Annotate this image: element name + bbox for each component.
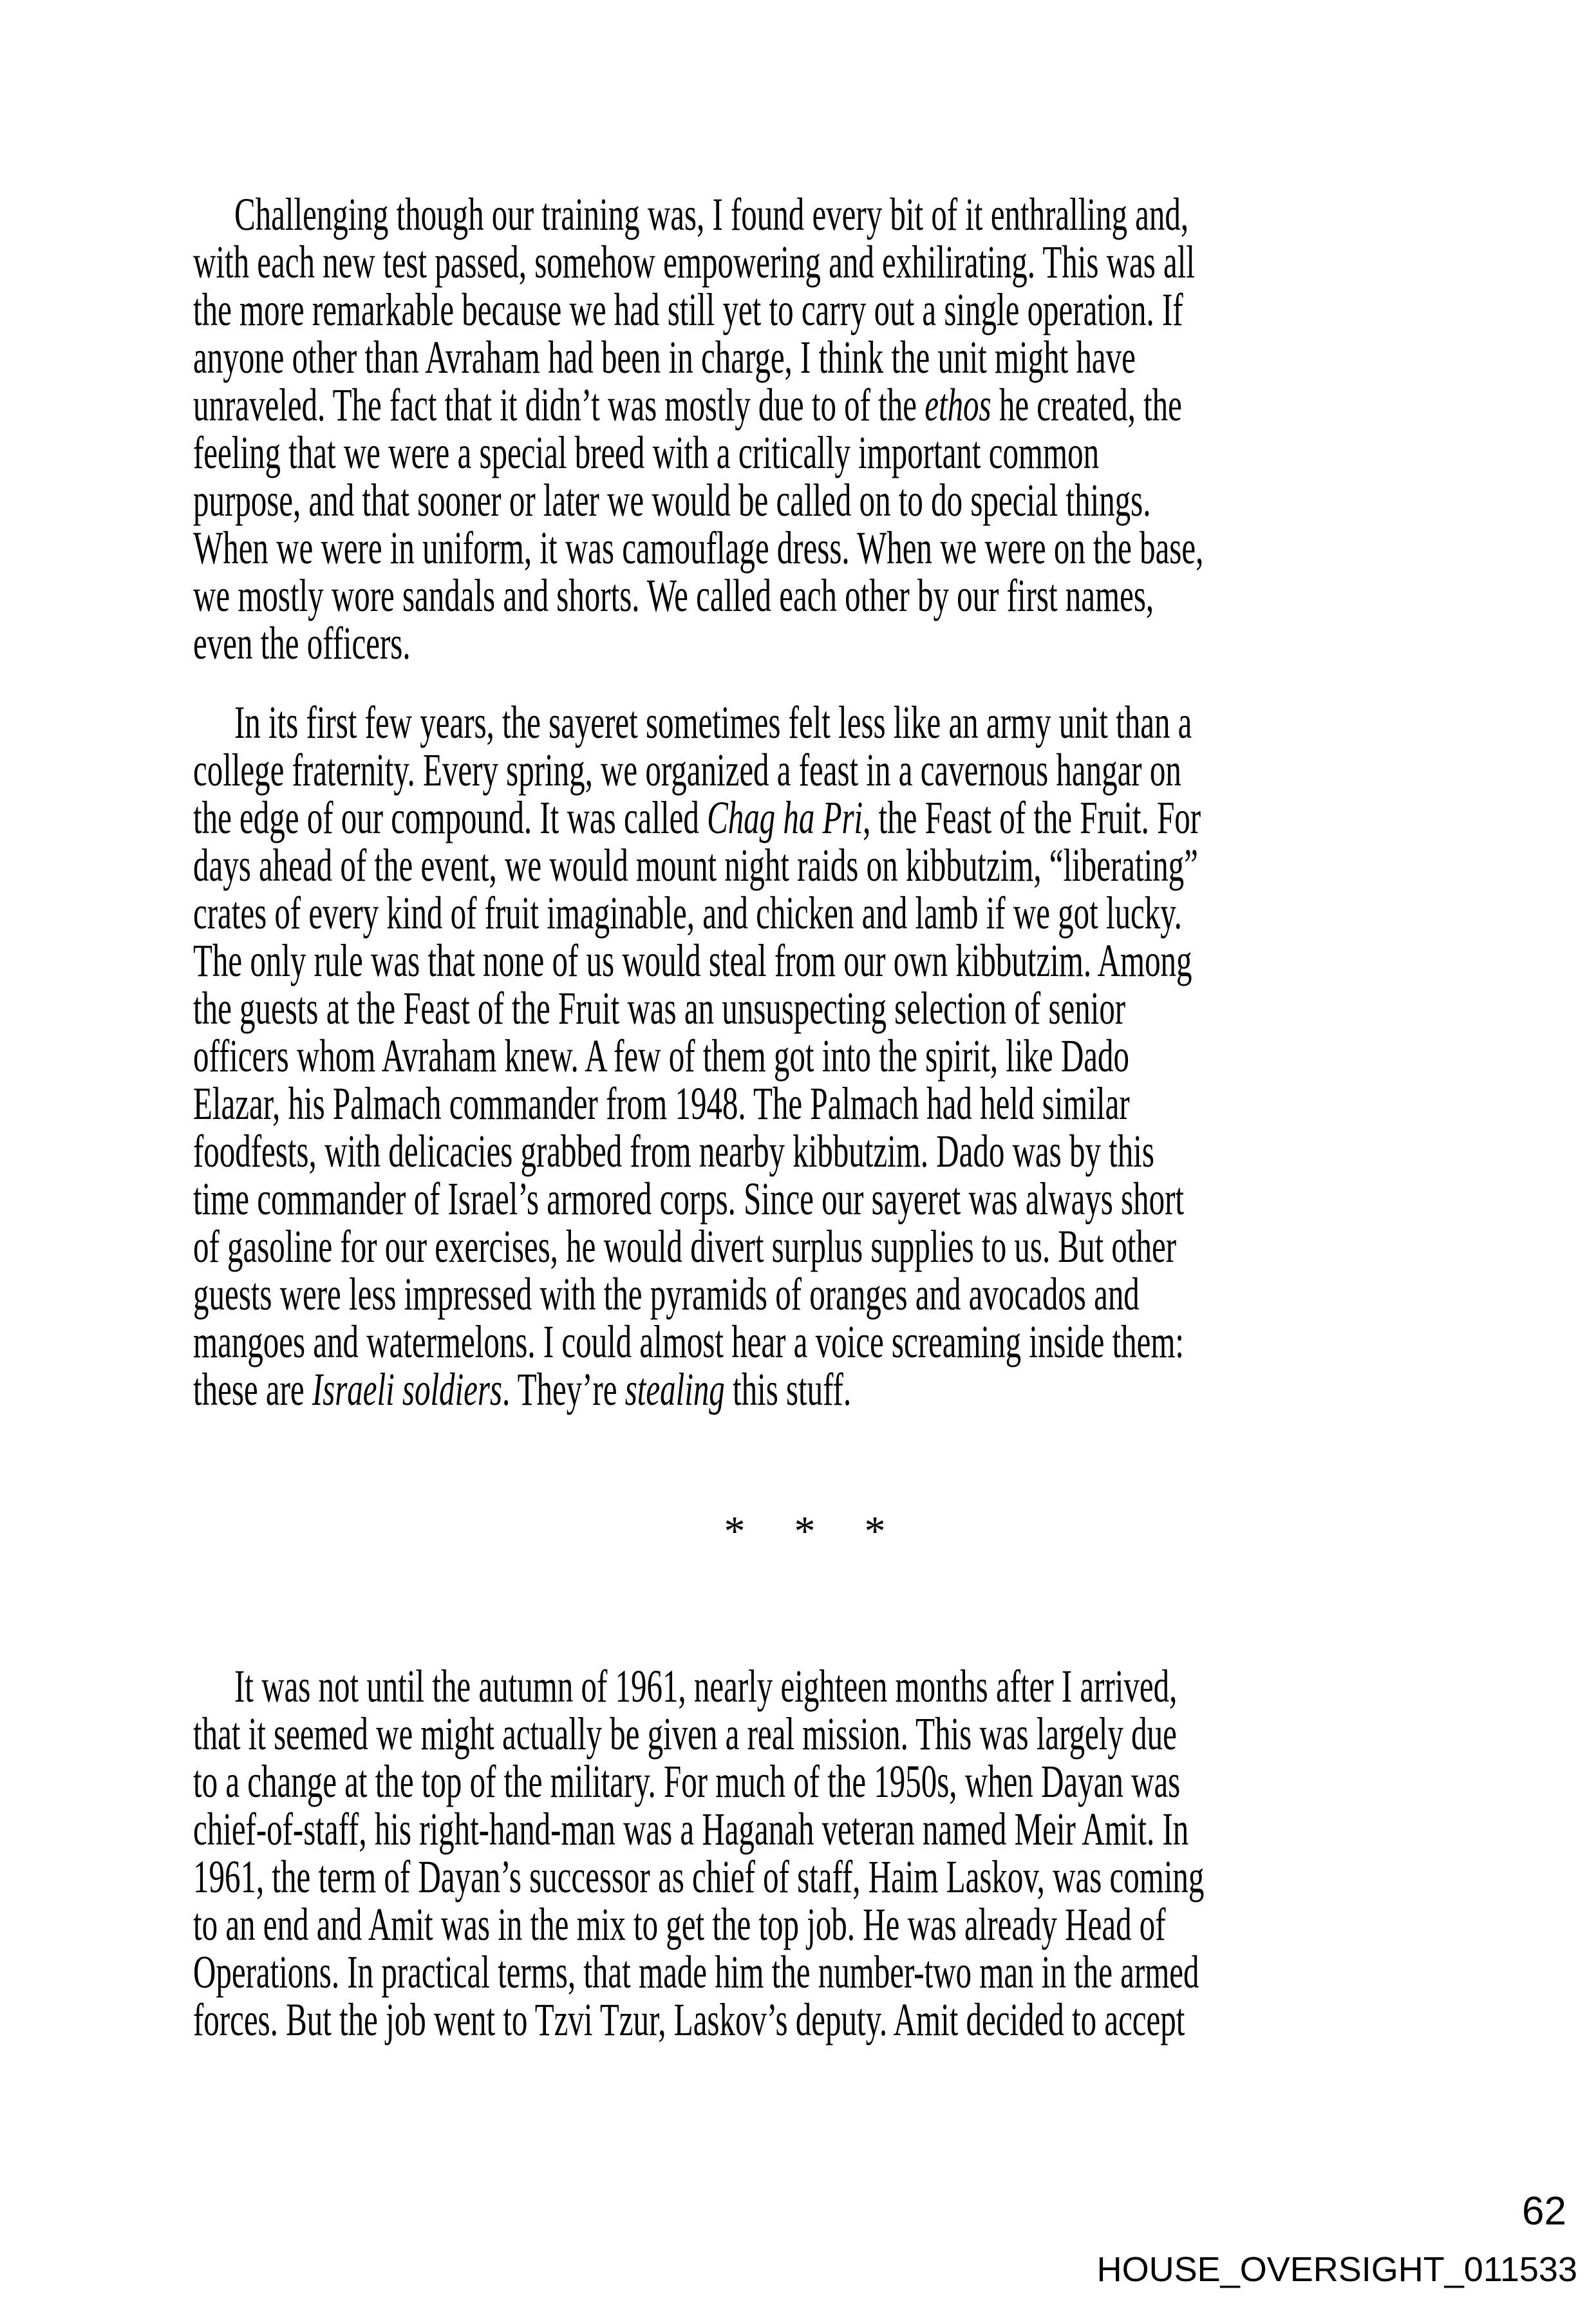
text-line (193, 1268, 1140, 1320)
text-line (193, 570, 1154, 621)
text-line (193, 744, 1181, 796)
text-segment: he created, the (991, 379, 1182, 431)
text-line (193, 332, 1136, 383)
text-line (193, 1030, 1130, 1082)
text-line (193, 1851, 1205, 1903)
text-line (193, 1366, 1025, 1413)
text-segment: of gasoline for our exercises, he would divert surplus supplies to us. But other (193, 1221, 1177, 1272)
text-segment: to an end and Amit was in the mix to get the top job. He was already Head of (193, 1899, 1166, 1950)
text-segment: 1961, the term of Dayan’s successor as chief of staff, Haim Laskov, was coming (193, 1851, 1205, 1903)
text-line (193, 1173, 1185, 1225)
text-line (193, 1803, 1189, 1855)
text-segment: days ahead of the event, we would mount night raids on kibbutzim, “liberating” (193, 840, 1198, 891)
page-number: 62 (1522, 2189, 1566, 2233)
text-segment: Challenging though our training was, I found every bit of it enthralling and, (234, 189, 1189, 240)
text-line (193, 792, 1201, 843)
asterisk-icon: * (794, 1508, 816, 1555)
text-line (193, 840, 1198, 891)
text-segment: It was not until the autumn of 1961, nearly eighteen months after I arrived, (234, 1660, 1178, 1712)
bates-stamp: HOUSE_OVERSIGHT_011533 (1096, 2250, 1577, 2289)
text-segment: this stuff. (724, 1364, 852, 1415)
text-line (234, 189, 1189, 240)
text-line (193, 1899, 1166, 1950)
text-line (193, 1946, 1199, 1998)
text-line (193, 1125, 1154, 1177)
text-line (234, 1660, 1178, 1712)
text-segment: that it seemed we might actually be given a real mission. This was largely due (193, 1708, 1177, 1760)
text-line (193, 236, 1195, 288)
text-segment: officers whom Avraham knew. A few of them got into the spirit, like Dado (193, 1030, 1130, 1082)
text-segment: the edge of our compound. It was called (193, 792, 708, 843)
text-segment: to a change at the top of the military. For much of the 1950s, when Dayan was (193, 1756, 1181, 1807)
body-text (193, 191, 1416, 2044)
italic-text: Israeli soldiers (312, 1364, 502, 1415)
text-segment: When we were in uniform, it was camouflage dress. When we were on the base, (193, 522, 1204, 574)
text-segment: feeling that we were a special breed with a critically important common (193, 427, 1100, 478)
text-segment: these are (193, 1364, 312, 1415)
text-segment: forces. But the job went to Tzvi Tzur, Laskov’s deputy. Amit decided to accept (193, 1994, 1185, 2045)
text-line (193, 887, 1182, 939)
text-segment: purpose, and that sooner or later we would be called on to do special things. (193, 475, 1151, 526)
text-line (193, 1316, 1185, 1368)
text-segment: time commander of Israel’s armored corps. Since our sayeret was always short (193, 1173, 1185, 1225)
text-segment: anyone other than Avraham had been in charge, I think the unit might have (193, 332, 1136, 383)
text-line (193, 522, 1204, 574)
text-segment: . They’re (502, 1364, 625, 1415)
text-segment: crates of every kind of fruit imaginable, and chicken and lamb if we got lucky. (193, 887, 1182, 939)
text-segment: In its first few years, the sayeret sometimes felt less like an army unit than a (234, 697, 1192, 748)
text-line (193, 1994, 1185, 2045)
italic-text: ethos (925, 379, 991, 431)
text-segment: Operations. In practical terms, that made him the number-two man in the armed (193, 1946, 1199, 1998)
text-line (193, 1221, 1177, 1272)
text-segment: The only rule was that none of us would steal from our own kibbutzim. Among (193, 935, 1192, 986)
text-segment: the guests at the Feast of the Fruit was an unsuspecting selection of senior (193, 982, 1126, 1034)
text-line (193, 935, 1192, 986)
text-line (193, 284, 1183, 335)
text-line (234, 697, 1192, 748)
italic-text: Chag ha Pri (707, 792, 863, 843)
italic-text: stealing (624, 1364, 725, 1415)
text-segment: we mostly wore sandals and shorts. We called each other by our first names, (193, 570, 1154, 621)
text-line (193, 475, 1151, 526)
text-line (193, 1756, 1181, 1807)
text-segment: with each new test passed, somehow empowering and exhilirating. This was all (193, 236, 1195, 288)
text-segment: foodfests, with delicacies grabbed from nearby kibbutzim. Dado was by this (193, 1125, 1154, 1177)
text-segment: Elazar, his Palmach commander from 1948. The Palmach had held similar (193, 1078, 1130, 1129)
text-segment: the more remarkable because we had still yet to carry out a single operation. If (193, 284, 1183, 335)
text-segment: college fraternity. Every spring, we organized a feast in a cavernous hangar on (193, 744, 1181, 796)
paragraph-2 (193, 699, 1416, 1413)
text-segment: , the Feast of the Fruit. For (863, 792, 1201, 843)
text-segment: mangoes and watermelons. I could almost hear a voice screaming inside them: (193, 1316, 1185, 1368)
asterisk-icon: * (724, 1508, 746, 1555)
text-segment: unraveled. The fact that it didn’t was mostly due to of the (193, 379, 925, 431)
text-line (193, 1708, 1177, 1760)
text-line (193, 982, 1126, 1034)
asterisk-icon: * (864, 1508, 886, 1555)
text-line (193, 379, 1182, 431)
text-segment: chief-of-staff, his right-hand-man was a Haganah veteran named Meir Amit. In (193, 1803, 1189, 1855)
text-segment: even the officers. (193, 617, 411, 669)
paragraph-1 (193, 191, 1416, 667)
section-separator (193, 1508, 1416, 1556)
text-line (193, 427, 1100, 478)
text-segment: guests were less impressed with the pyramids of oranges and avocados and (193, 1268, 1140, 1320)
paragraph-3 (193, 1662, 1416, 2044)
text-line (193, 619, 1025, 667)
text-line (193, 1078, 1130, 1129)
